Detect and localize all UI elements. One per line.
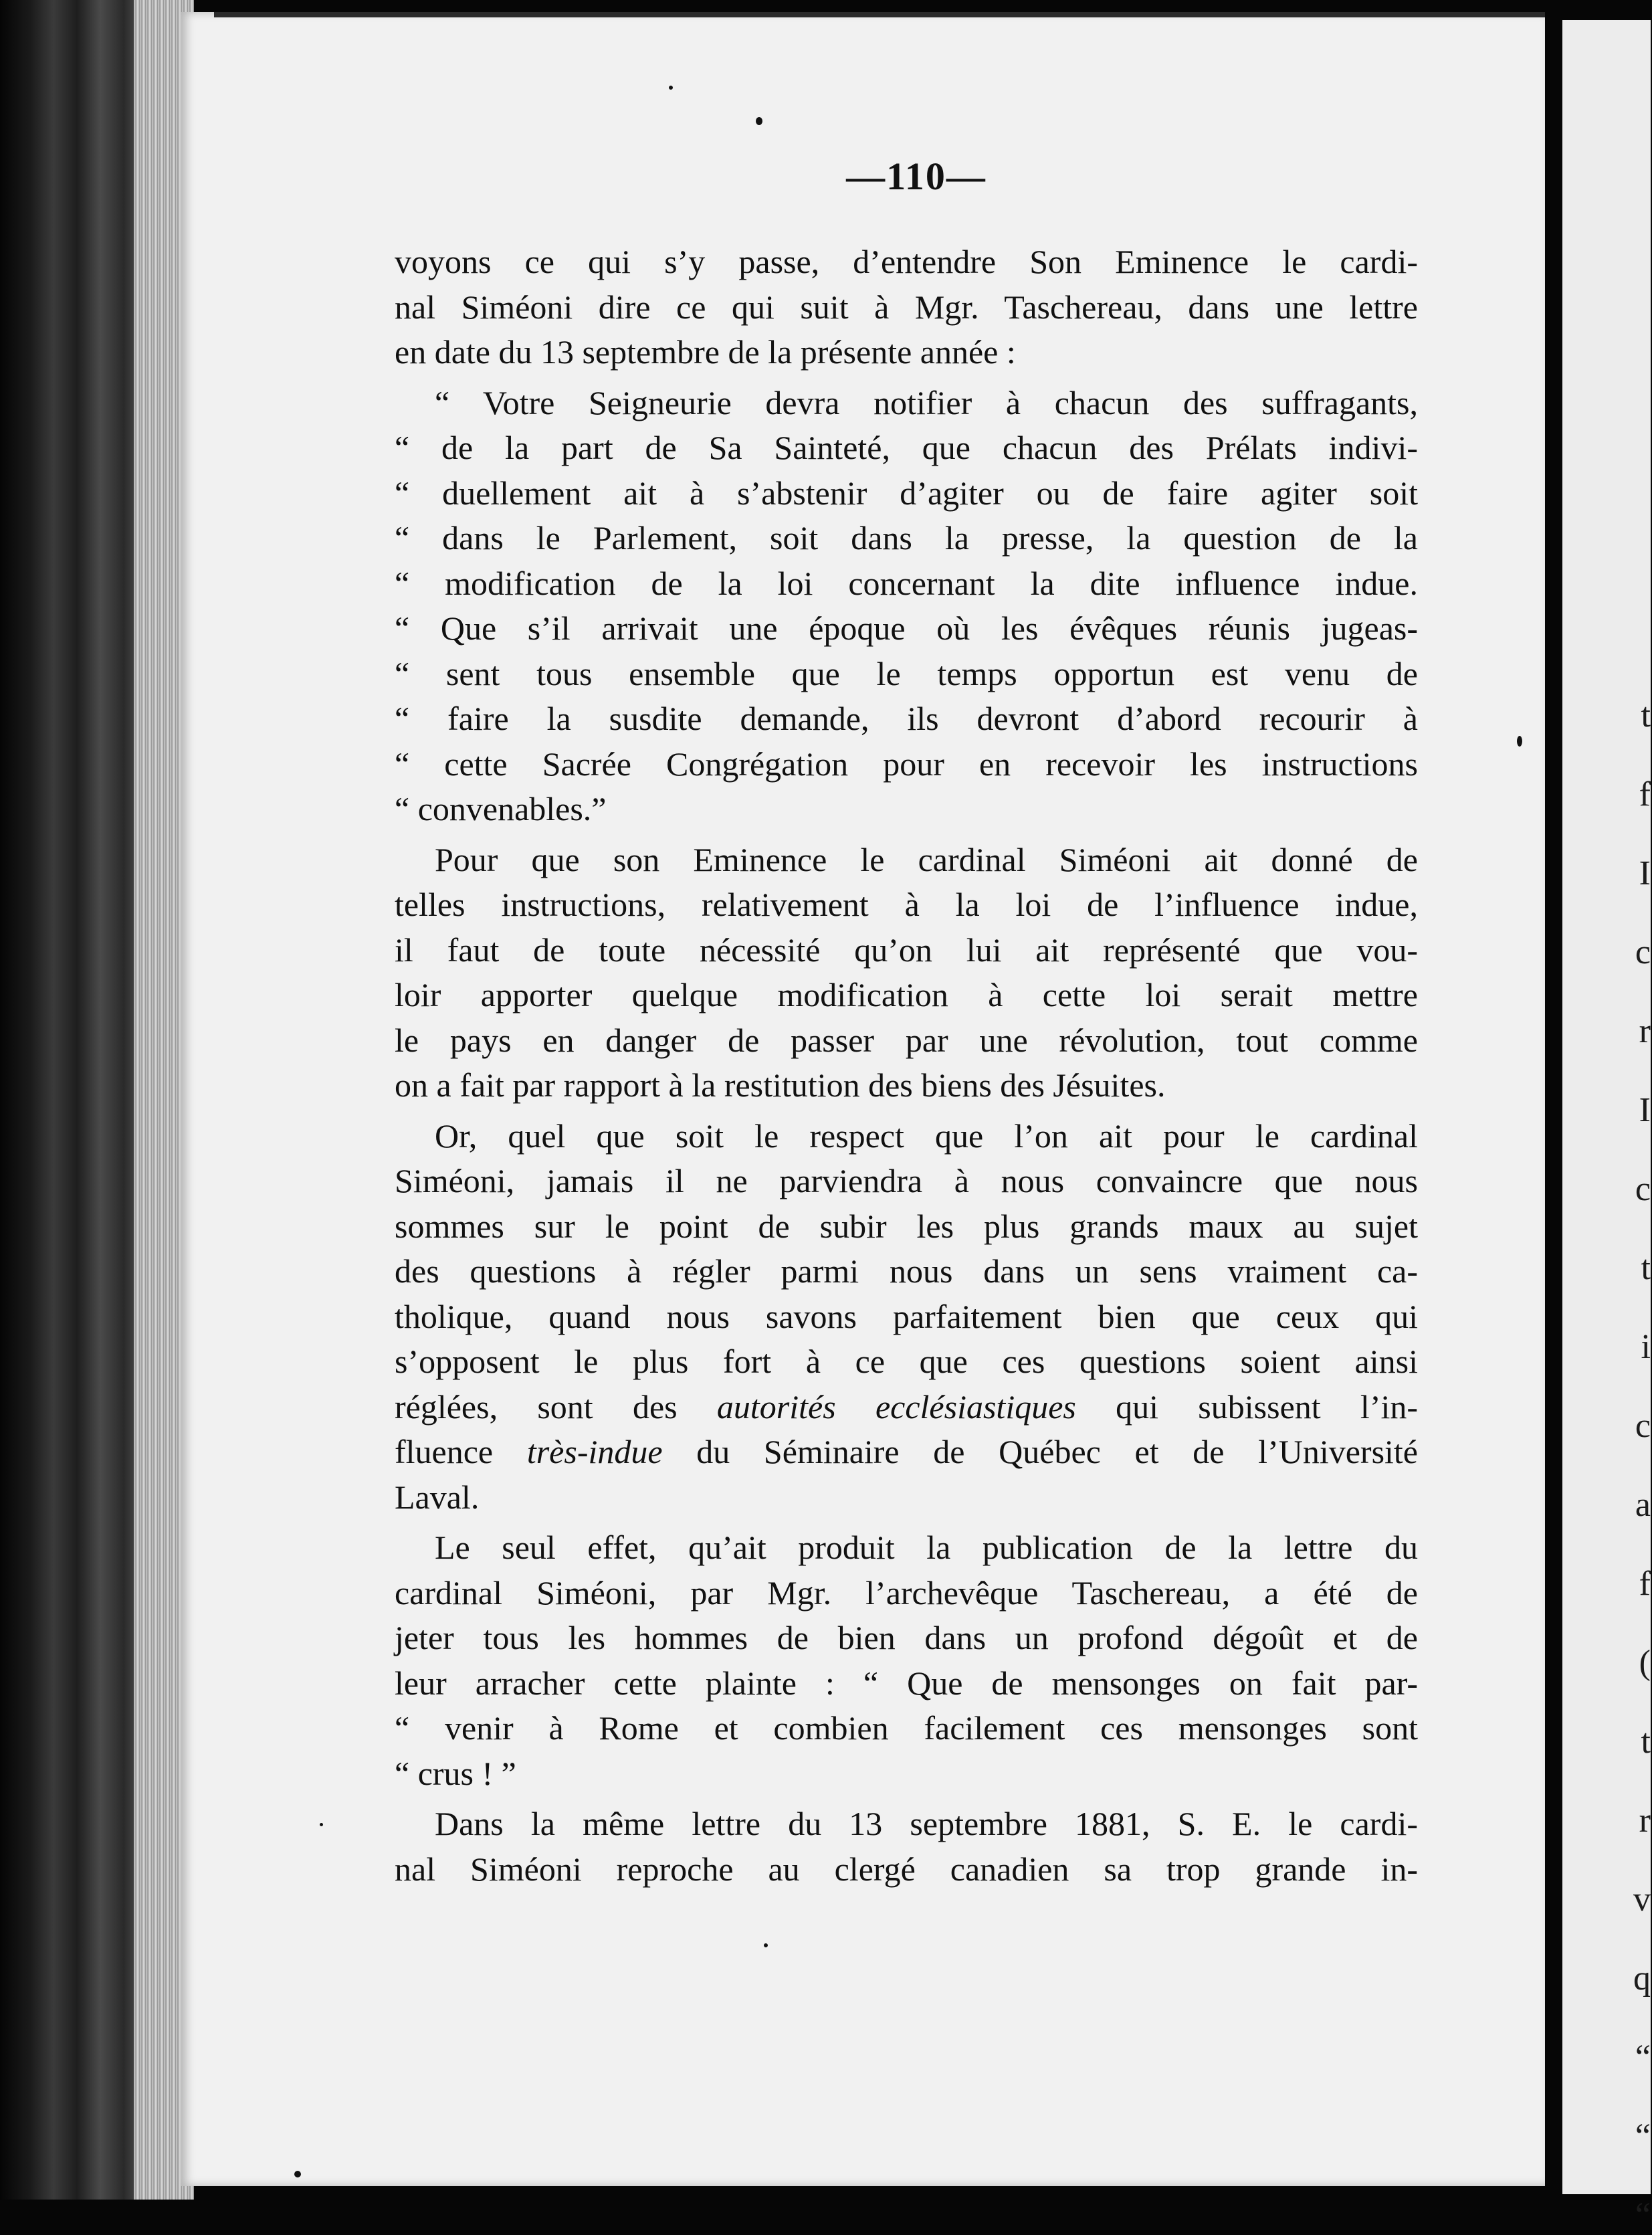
adjacent-page-fragment: a [1635,1486,1651,1524]
adjacent-page-fragment: “ [1635,2038,1651,2076]
adjacent-page-fragment: f [1639,775,1651,813]
adjacent-page-fragment: t [1641,696,1651,735]
adjacent-page-fragment: t [1641,1249,1651,1287]
adjacent-page-fragment: “ [1635,2196,1651,2234]
text-line: en date du 13 septembre de la présente année : [395,333,1016,371]
adjacent-page-fragment: “ [1635,2117,1651,2155]
adjacent-page-fragment: t [1641,1723,1651,1761]
adjacent-page-fragment: c [1635,933,1651,971]
text-line: Laval. [395,1478,480,1516]
text-line: “ venir à Rome et combien facilement ces mensonges sont [395,1709,1418,1747]
text-line: telles instructions, relativement à la loi de l’influence indue, [395,886,1418,923]
paragraph-gap [395,832,1418,838]
page-number: —110— [846,155,987,198]
text-line: nal Siméoni reproche au clergé canadien sa trop grande in- [395,1850,1418,1888]
adjacent-page-fragment: r [1639,1802,1651,1840]
adjacent-page-fragment: I [1639,854,1651,892]
scan-speck [764,1943,768,1947]
text-line: “ Que s’il arrivait une époque où les évêques réunis jugeas- [395,609,1418,647]
paragraph-gap [395,375,1418,381]
text-line: nal Siméoni dire ce qui suit à Mgr. Taschereau, dans une lettre [395,288,1418,326]
text-line: “ cette Sacrée Congrégation pour en recevoir les instructions [395,745,1418,783]
scan-speck [756,117,762,125]
adjacent-page-fragment: c [1635,1407,1651,1445]
text-line: sommes sur le point de subir les plus grands maux au sujet [395,1207,1418,1245]
text-line: on a fait par rapport à la restitution des biens des Jésuites. [395,1066,1166,1104]
text-line: Le seul effet, qu’ait produit la publication de la lettre du [435,1529,1418,1566]
text-line: le pays en danger de passer par une révolution, tout comme [395,1021,1418,1059]
text-run: fluence [395,1433,527,1470]
scan-speck [1517,736,1522,747]
adjacent-page-fragment: I [1639,1091,1651,1129]
text-line: Dans la même lettre du 13 septembre 1881, S. E. le cardi- [435,1805,1418,1842]
text-line: “ de la part de Sa Sainteté, que chacun des Prélats indivi- [395,429,1418,466]
text-line: “ dans le Parlement, soit dans la presse, la question de la [395,519,1418,557]
text-line: “ convenables.” [395,790,607,828]
adjacent-page-fragment: c [1635,1170,1651,1208]
paragraph-gap [395,1520,1418,1525]
text-run: qui subissent l’in- [1075,1387,1419,1426]
text-line: Pour que son Eminence le cardinal Siméoni ait donné de [435,840,1418,878]
adjacent-page-fragment: q [1633,1959,1651,1998]
italic-text-run: autorités ecclésiastiques [716,1387,1076,1426]
text-line: “ crus ! ” [395,1754,516,1792]
text-line [395,1385,1418,1430]
text-line: des questions à régler parmi nous dans un sens vraiment ca- [395,1252,1418,1290]
text-line: s’opposent le plus fort à ce que ces questions soient ainsi [395,1343,1418,1380]
italic-text-run: très-indue [526,1433,663,1470]
adjacent-page-fragment: i [1641,1328,1651,1366]
scan-speck [669,86,673,90]
text-line: voyons ce qui s’y passe, d’entendre Son Eminence le cardi- [395,243,1418,280]
text-run: du Séminaire de Québec et de l’Université [662,1433,1419,1470]
text-line: cardinal Siméoni, par Mgr. l’archevêque Taschereau, a été de [395,1573,1418,1612]
top-rule [214,12,1545,17]
text-line: “ Votre Seigneurie devra notifier à chacun des suffragants, [435,383,1418,421]
text-line: il faut de toute nécessité qu’on lui ait représenté que vou- [395,931,1418,969]
text-line: “ modification de la loi concernant la dite influence indue. [395,564,1418,602]
scan-speck [320,1823,323,1826]
text-line: loir apporter quelque modification à cette loi serait mettre [395,976,1418,1013]
text-line: “ faire la susdite demande, ils devront d’abord recourir à [395,700,1418,737]
text-line [395,1430,1418,1475]
paragraph-gap [395,1108,1418,1114]
text-line: “ sent tous ensemble que le temps opportun est venu de [395,654,1418,692]
text-line: tholique, quand nous savons parfaitement bien que ceux qui [395,1297,1418,1335]
adjacent-page-fragment: f [1639,1565,1651,1603]
text-run: réglées, sont des [395,1387,717,1426]
text-line: Or, quel que soit le respect que l’on ait pour le cardinal [435,1116,1418,1155]
scan-speck [294,2171,301,2177]
text-line: Siméoni, jamais il ne parviendra à nous convaincre que nous [395,1162,1418,1199]
adjacent-page [1562,20,1651,2234]
body-text [395,239,1418,1892]
text-line: leur arracher cette plainte : “ Que de mensonges on fait par- [395,1664,1418,1702]
adjacent-page-fragment: v [1633,1880,1651,1919]
paragraph-gap [395,1796,1418,1802]
adjacent-page-fragment: r [1639,1012,1651,1050]
adjacent-page-fragment: ( [1639,1644,1651,1682]
text-line: “ duellement ait à s’abstenir d’agiter ou de faire agiter soit [395,474,1418,512]
text-line: jeter tous les hommes de bien dans un profond dégoût et de [395,1619,1418,1656]
